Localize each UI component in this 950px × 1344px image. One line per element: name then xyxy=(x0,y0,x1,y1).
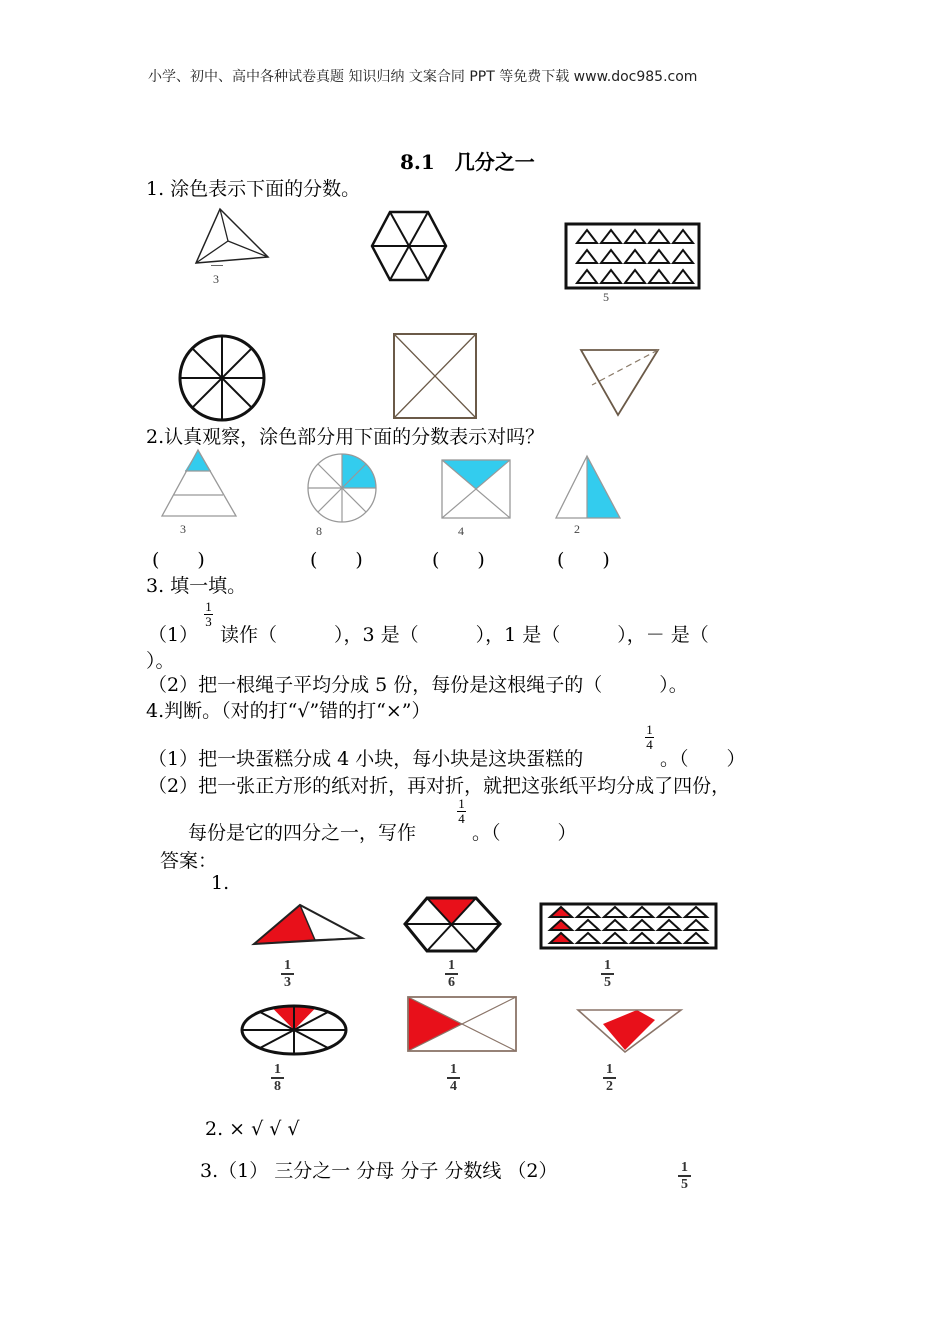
answer-frac-num: 1 xyxy=(450,1062,457,1077)
small-triangle xyxy=(577,250,597,263)
page-header: 小学、初中、高中各种试卷真题 知识归纳 文案合同 PPT 等免费下载 www.doc985.com xyxy=(148,69,698,85)
q4-item2-frac-den: 4 xyxy=(458,811,465,826)
small-triangle xyxy=(577,920,599,930)
small-triangle xyxy=(673,270,693,283)
answers-label: 答案： xyxy=(160,850,218,872)
small-triangle xyxy=(604,907,626,917)
q2-denom-4: 4 xyxy=(458,524,464,538)
answer-frac-den: 5 xyxy=(604,975,611,990)
small-triangle xyxy=(631,907,653,917)
q1-square-shape xyxy=(392,332,478,420)
small-triangle xyxy=(604,933,626,943)
small-triangle xyxy=(577,933,599,943)
small-triangle xyxy=(601,230,621,243)
answer-frac-num: 1 xyxy=(604,958,611,973)
q1-inverted-triangle-shape xyxy=(578,345,662,419)
q2-answer-paren-3[interactable]: ( ) xyxy=(432,549,485,571)
answer-rectangle-shaded xyxy=(405,994,519,1054)
q1-label-3: 3 xyxy=(213,272,219,286)
small-triangle xyxy=(550,907,572,917)
answer-inverted-triangle-shaded xyxy=(575,1006,685,1056)
q3-item1-frac-den: 3 xyxy=(205,614,212,629)
q4-item2-text: （2）把一张正方形的纸对折，再对折，就把这张纸平均分成了四份， xyxy=(148,775,731,797)
answer-rectangle-triangles-shaded xyxy=(538,902,718,950)
answer-fraction-1-3 xyxy=(281,958,294,990)
q2-denom-2: 2 xyxy=(574,522,580,536)
answer-hexagon-shaded xyxy=(403,895,503,955)
answer-fraction-1-8 xyxy=(271,1062,284,1094)
q3-item2-text: （2）把一根绳子平均分成 5 份，每份是这根绳子的（ ）。 xyxy=(148,674,688,696)
small-triangle xyxy=(631,933,653,943)
small-triangle xyxy=(673,250,693,263)
answer-fraction-1-6 xyxy=(445,958,458,990)
answer-fraction-1-4 xyxy=(447,1062,460,1094)
answer-1-label: 1. xyxy=(211,872,230,894)
q1-triangle-shape xyxy=(190,205,280,270)
q1-label-5: 5 xyxy=(603,290,609,304)
small-triangle xyxy=(649,270,669,283)
answer-triangle-shaded xyxy=(250,900,365,948)
small-triangle xyxy=(625,230,645,243)
q2-answer-paren-2[interactable]: ( ) xyxy=(310,549,363,571)
small-triangle xyxy=(550,933,572,943)
answer-frac-den: 2 xyxy=(606,1079,613,1094)
small-triangle xyxy=(577,230,597,243)
q1-circle-shape xyxy=(178,334,268,424)
answer-frac-num: 1 xyxy=(274,1062,281,1077)
q3-item1-fraction xyxy=(204,600,213,629)
small-triangle xyxy=(685,920,707,930)
q1-prompt: 1. 涂色表示下面的分数。 xyxy=(146,178,361,200)
q3-item1-frac-num: 1 xyxy=(205,599,212,614)
small-triangle xyxy=(625,250,645,263)
small-triangle xyxy=(685,907,707,917)
q4-item2-end: 。（ ） xyxy=(472,822,577,844)
answer-frac-den: 5 xyxy=(681,1177,688,1192)
small-triangle xyxy=(658,920,680,930)
small-triangle xyxy=(631,920,653,930)
q3-item1-prefix: （1） xyxy=(148,624,199,646)
q4-item2-frac-num: 1 xyxy=(458,796,465,811)
small-triangle xyxy=(658,907,680,917)
answer-frac-den: 8 xyxy=(274,1079,281,1094)
q1-rectangle-triangles-shape xyxy=(563,222,703,292)
q3-item1-continuation: ）。 xyxy=(146,650,175,672)
q2-circle-figure xyxy=(306,452,378,524)
small-triangle xyxy=(649,230,669,243)
q1-hexagon-shape xyxy=(370,210,450,282)
small-triangle xyxy=(550,920,572,930)
answer-fraction-1-5 xyxy=(601,958,614,990)
small-triangle xyxy=(673,230,693,243)
answer-3-fraction xyxy=(678,1160,691,1192)
small-triangle xyxy=(658,933,680,943)
answer-frac-num: 1 xyxy=(606,1062,613,1077)
q2-triangle-figure xyxy=(160,448,240,520)
small-triangle xyxy=(625,270,645,283)
q4-item1-fraction xyxy=(645,723,654,752)
q2-answer-paren-1[interactable]: ( ) xyxy=(152,549,205,571)
q4-item2-fraction xyxy=(457,797,466,826)
answer-frac-num: 1 xyxy=(681,1160,688,1175)
q4-prompt: 4.判断。（对的打“√”错的打“×”） xyxy=(146,700,431,722)
small-triangle xyxy=(601,270,621,283)
q4-item1-text: （1）把一块蛋糕分成 4 小块，每小块是这块蛋糕的 xyxy=(148,748,584,770)
answer-frac-den: 6 xyxy=(448,975,455,990)
q3-prompt: 3. 填一填。 xyxy=(146,575,247,597)
q2-answer-paren-4[interactable]: ( ) xyxy=(557,549,610,571)
small-triangle xyxy=(577,270,597,283)
answer-fraction-1-2 xyxy=(603,1062,616,1094)
q1-frac-bar xyxy=(211,265,223,266)
answer-frac-den: 4 xyxy=(450,1079,457,1094)
q4-item1-end: 。（ ） xyxy=(660,748,746,770)
q4-item1-frac-num: 1 xyxy=(646,722,653,737)
q2-square-figure xyxy=(440,458,512,520)
answer-2-text: 2. × √ √ √ xyxy=(205,1118,300,1140)
answer-frac-den: 3 xyxy=(284,975,291,990)
small-triangle xyxy=(577,907,599,917)
answer-frac-num: 1 xyxy=(284,958,291,973)
answer-ellipse-shaded xyxy=(240,1003,348,1057)
q4-item2-continuation: 每份是它的四分之一，写作 xyxy=(188,822,417,844)
q3-item1-text: 读作（ ），3 是（ ），1 是（ ），－ 是（ xyxy=(220,624,709,646)
q2-denom-3: 3 xyxy=(180,522,186,536)
small-triangle xyxy=(604,920,626,930)
small-triangle xyxy=(601,250,621,263)
q2-right-triangle-figure xyxy=(554,454,624,522)
small-triangle xyxy=(685,933,707,943)
q4-item1-frac-den: 4 xyxy=(646,737,653,752)
q2-prompt: 2.认真观察，涂色部分用下面的分数表示对吗？ xyxy=(146,426,545,448)
answer-3-text: 3.（1） 三分之一 分母 分子 分数线 （2） xyxy=(200,1160,558,1182)
page-title: 8.1 几分之一 xyxy=(400,150,535,174)
answer-frac-num: 1 xyxy=(448,958,455,973)
small-triangle xyxy=(649,250,669,263)
q2-denom-8: 8 xyxy=(316,524,322,538)
